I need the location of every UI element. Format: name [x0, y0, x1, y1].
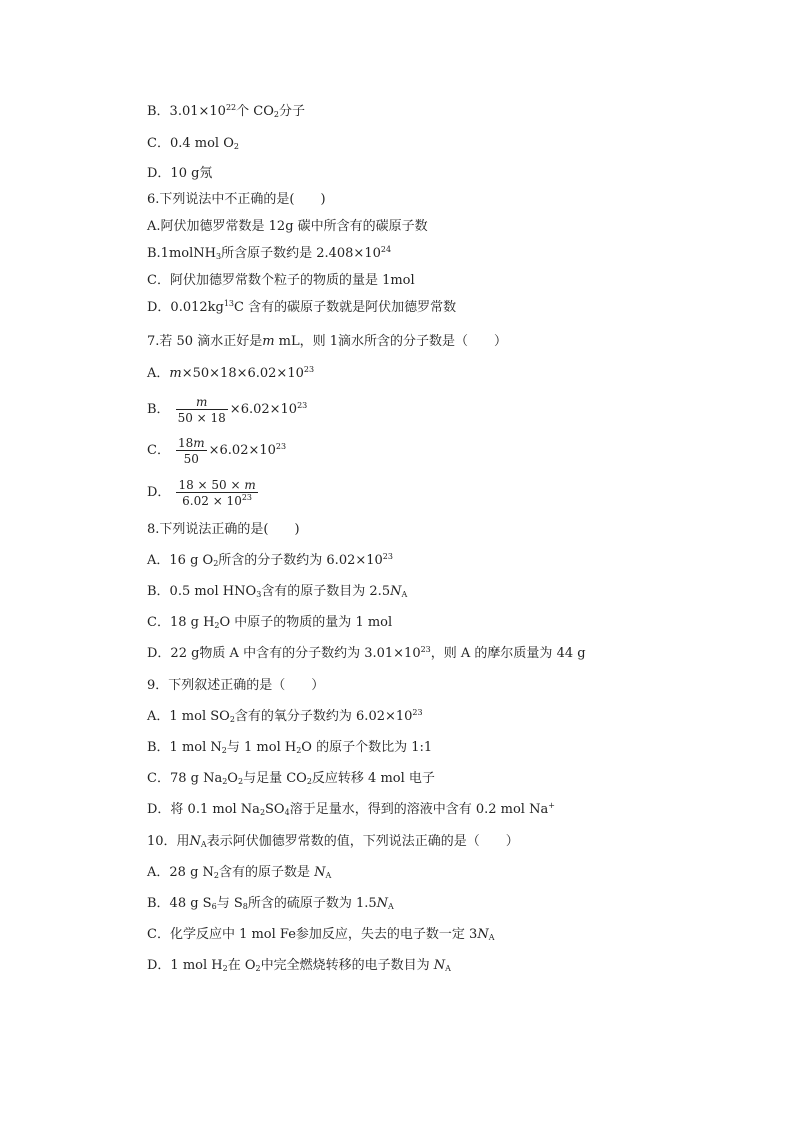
q7-c-fraction: $\frac{18m}{50}$: [177, 435, 205, 466]
q10-option-d: D．1 mol $H_2$在 $O_2$中完全燃烧转移的电子数目为 $N_A$: [147, 958, 451, 973]
q7-d-fraction: $\frac{18 \times 50 \times m}{6.02 \times 10^{23}}$: [178, 477, 256, 508]
q5-option-d: D．10 g氖: [147, 166, 213, 181]
q6-stem: 6.下列说法中不正确的是( ): [147, 192, 326, 207]
q10-stem: 10．用$N_A$表示阿伏伽德罗常数的值，下列说法正确的是（ ）: [147, 834, 519, 849]
q7-b-fraction: $\frac{m}{50 \times 18}$: [177, 394, 226, 425]
q6-option-b: B.1molNH$_3$所含原子数约是 $2.408\times 10^{24}$: [147, 245, 392, 261]
q9-option-d: D．将 0.1 mol $Na_2SO_4$溶于足量水，得到的溶液中含有 0.2 mol Na+: [147, 801, 555, 817]
q6-option-d: D．$0.012kg^{13}C$ 含有的碳原子数就是阿伏加德罗常数: [147, 299, 457, 315]
q9-stem: 9．下列叙述正确的是（ ）: [147, 678, 325, 693]
q7-option-c: C． $\frac{18m}{50}$ $\times 6.02\times 10^{23}$: [147, 435, 287, 466]
q5-option-c: C．0.4 mol $O_2$: [147, 136, 239, 151]
q7-option-d: D． $\frac{18 \times 50 \times m}{6.02 \times 10^{23}}$: [147, 477, 256, 508]
q8-option-b: B．0.5 mol $HNO_3$含有的原子数目为 $2.5N_A$: [147, 584, 408, 599]
q7-stem: 7.若 50 滴水正好是m mL，则 1滴水所含的分子数是（ ）: [147, 334, 508, 349]
q7-option-b: B． $\frac{m}{50 \times 18}$ $\times 6.02\times 10^{23}$: [147, 394, 308, 425]
q9-option-b: B．1 mol $N_2$与 1 mol $H_2O$ 的原子个数比为 1:1: [147, 740, 433, 755]
q10-option-c: C．化学反应中 1 mol Fe参加反应，失去的电子数一定 $3N_A$: [147, 927, 495, 942]
q8-option-a: A．16 g $O_2$所含的分子数约为 $6.02\times 10^{23}$: [147, 552, 393, 568]
q9-option-a: A．1 mol $SO_2$含有的氧分子数约为 $6.02\times 10^{23}$: [147, 708, 423, 724]
q10-option-b: B．48 g $S_6$与 $S_8$所含的硫原子数为 $1.5N_A$: [147, 896, 394, 911]
q8-option-c: C．18 g $H_2O$ 中原子的物质的量为 1 mol: [147, 615, 393, 630]
q9-option-c: C．78 g $Na_2O_2$与足量 $CO_2$反应转移 4 mol 电子: [147, 771, 435, 786]
q8-stem: 8.下列说法正确的是( ): [147, 522, 300, 537]
q5-option-b: B．$3.01\times 10^{22}$个 $CO_2$分子: [147, 103, 305, 119]
q10-option-a: A．28 g $N_2$含有的原子数是 $N_A$: [147, 865, 332, 880]
q7-option-a: A．$m\times 50\times 18\times 6.02\times 10^{23}$: [147, 365, 315, 381]
q6-option-a: A.阿伏加德罗常数是 12g 碳中所含有的碳原子数: [147, 219, 428, 234]
q8-option-d: D．22 g物质 A 中含有的分子数约为 $3.01\times 10^{23}$，则 A 的摩尔质量为 44 g: [147, 645, 586, 661]
q6-option-c: C．阿伏加德罗常数个粒子的物质的量是 1mol: [147, 273, 415, 288]
